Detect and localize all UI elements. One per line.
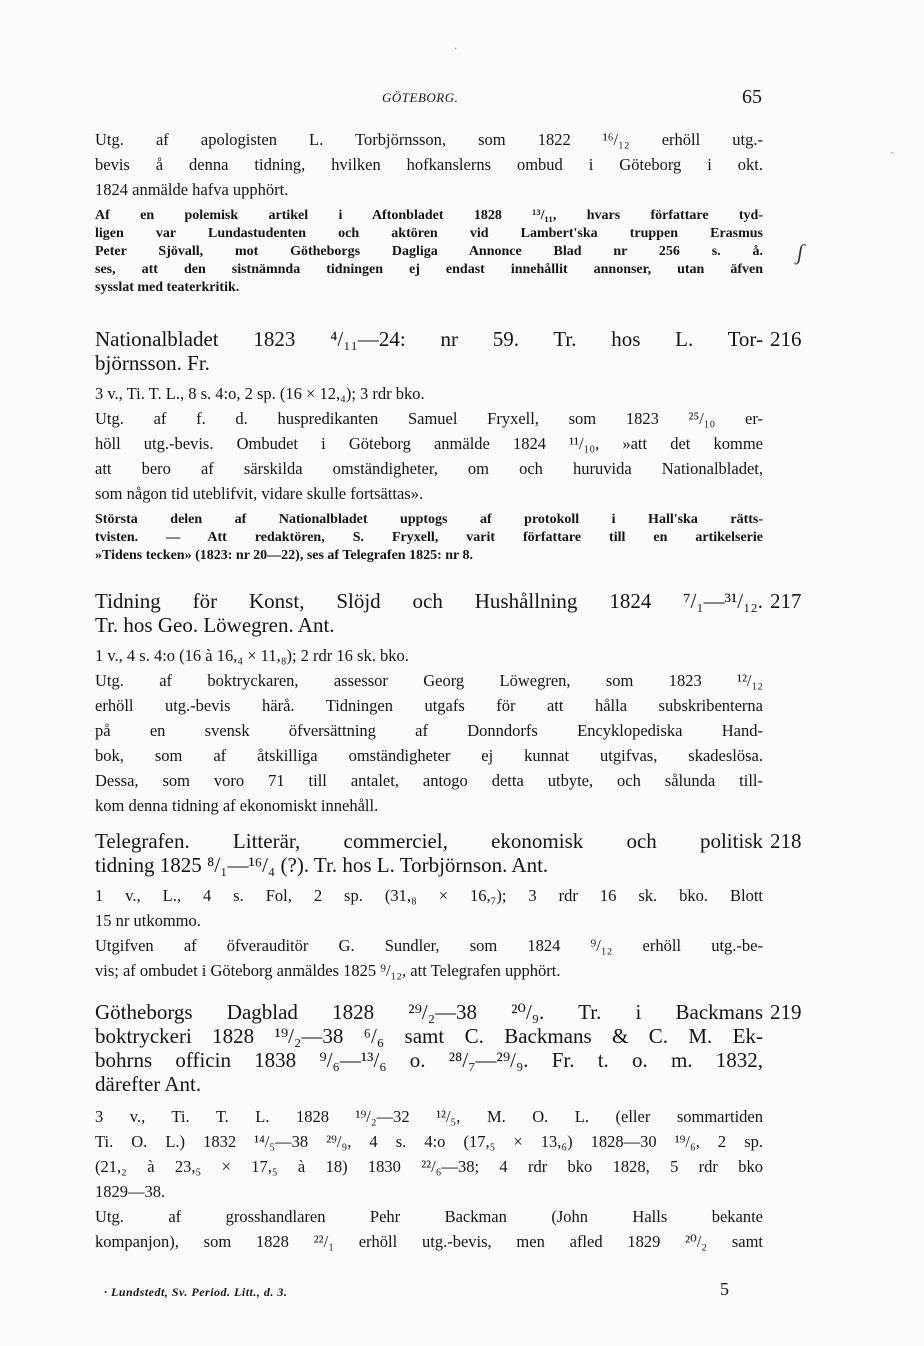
entry-body-line: kompanjon), som 1828 ²²/₁ erhöll utg.-bevis, men afled 1829 ²⁰/₂ samt xyxy=(95,1232,763,1251)
entry-body-line: 1 v., 4 s. 4:o (16 à 16,₄ × 11,₈); 2 rdr 16 sk. bko. xyxy=(95,646,409,665)
entry-body-line: 15 nr utkommo. xyxy=(95,911,201,930)
signature-mark: 5 xyxy=(720,1279,729,1299)
entry-body-line: Ti. O. L.) 1832 ¹⁴/₅—38 ²⁹/₉, 4 s. 4:o (17,₅ × 13,₆) 1828—30 ¹⁹/₆, 2 sp. xyxy=(95,1132,763,1151)
intro-note-line: Af en polemisk artikel i Aftonbladet 1828 ¹³/₁₁, hvars författare tyd- xyxy=(95,208,763,223)
page-number: 65 xyxy=(742,86,762,108)
entry-body-line: på en svensk öfversättning af Donndorfs Encyklopediska Hand- xyxy=(95,721,763,740)
entry-body-line: bok, som af åtskilliga omständigheter ej kunnat utgifvas, skadeslösa. xyxy=(95,746,763,765)
entry-body-line: Utg. af boktryckaren, assessor Georg Löwegren, som 1823 ¹²/₁₂ xyxy=(95,671,763,690)
entry-body-line: kom denna tidning af ekonomiskt innehåll. xyxy=(95,796,379,815)
entry-heading-line: tidning 1825 ⁸/₁—¹⁶/₄ (?). Tr. hos L. Torbjörnson. Ant. xyxy=(95,853,549,877)
top-dot: · xyxy=(454,44,458,55)
entry-body-line: (21,₂ à 23,₅ × 17,₅ à 18) 1830 ²²/₆—38; 4 rdr bko 1828, 5 rdr bko xyxy=(95,1157,763,1176)
entry-body-line: som någon tid uteblifvit, vidare skulle fortsättas». xyxy=(95,484,424,503)
entry-heading-line: Telegrafen. Litterär, commerciel, ekonomisk och politisk xyxy=(95,829,763,853)
entry-body-line: 3 v., Ti. T. L. 1828 ¹⁹/₂—32 ¹²/₅, M. O. L. (eller sommartiden xyxy=(95,1107,763,1126)
entry-body-line: Utg. af grosshandlaren Pehr Backman (John Halls bekante xyxy=(95,1207,763,1226)
entry-number: 219 xyxy=(770,1000,802,1024)
entry-heading-line: Götheborgs Dagblad 1828 ²⁹/₂—38 ²⁰/₉. Tr. i Backmans xyxy=(95,1000,763,1024)
entry-note-line: Största delen af Nationalbladet upptogs af protokoll i Hall'ska rätts- xyxy=(95,512,763,527)
entry-body-line: 1829—38. xyxy=(95,1182,166,1201)
intro-note-line: ligen var Lundastudenten och aktören vid Lambert'ska truppen Erasmus xyxy=(95,226,763,241)
entry-body-line: 3 v., Ti. T. L., 8 s. 4:o, 2 sp. (16 × 12,₄); 3 rdr bko. xyxy=(95,384,425,403)
entry-body-line: Utg. af f. d. huspredikanten Samuel Fryxell, som 1823 ²⁵/₁₀ er- xyxy=(95,409,763,428)
entry-body-line: Utgifven af öfverauditör G. Sundler, som 1824 ⁹/₁₂ erhöll utg.-be- xyxy=(95,936,763,955)
entry-heading-line: boktryckeri 1828 ¹⁹/₂—38 ⁶/₆ samt C. Backmans & C. M. Ek- xyxy=(95,1024,763,1048)
entry-heading-line: Tidning för Konst, Slöjd och Hushållning 1824 ⁷/₁—³¹/₁₂. xyxy=(95,589,763,613)
entry-heading-line: björnsson. Fr. xyxy=(95,351,210,375)
entry-note-line: »Tidens tecken» (1823: nr 20—22), ses af Telegrafen 1825: nr 8. xyxy=(95,548,473,563)
entry-heading-line: bohrns officin 1838 ⁹/₆—¹³/₆ o. ²⁸/₇—²⁹/₉. Fr. t. o. m. 1832, xyxy=(95,1048,763,1072)
intro-line: bevis å denna tidning, hvilken hofkanslerns ombud i Göteborg i okt. xyxy=(95,155,763,174)
intro-note-line: ses, att den sistnämnda tidningen ej endast innehållit annonser, utan äfven xyxy=(95,262,763,277)
entry-body-line: Dessa, som voro 71 till antalet, antogo detta utbyte, och sålunda till- xyxy=(95,771,763,790)
running-title: GÖTEBORG. xyxy=(382,90,459,105)
entry-number: 218 xyxy=(770,829,802,853)
entry-number: 217 xyxy=(770,589,802,613)
entry-body-line: erhöll utg.-bevis härå. Tidningen utgafs för att hålla subskribenterna xyxy=(95,696,763,715)
entry-heading-line: Nationalbladet 1823 ⁴/₁₁—24: nr 59. Tr. hos L. Tor- xyxy=(95,327,763,351)
entry-heading-line: Tr. hos Geo. Löwegren. Ant. xyxy=(95,613,335,637)
intro-note-line: Peter Sjövall, mot Götheborgs Dagliga Annonce Blad nr 256 s. å. xyxy=(95,244,763,259)
entry-note-line: tvisten. — Att redaktören, S. Fryxell, varit författare till en artikelserie xyxy=(95,530,763,545)
footer-citation: · Lundstedt, Sv. Period. Litt., d. 3. xyxy=(104,1285,288,1299)
margin-tick: ˏ xyxy=(890,140,895,155)
entry-body-line: 1 v., L., 4 s. Fol, 2 sp. (31,₈ × 16,₇); 3 rdr 16 sk. bko. Blott xyxy=(95,886,763,905)
intro-line: Utg. af apologisten L. Torbjörnsson, som 1822 ¹⁶/₁₂ erhöll utg.- xyxy=(95,130,763,149)
entry-body-line: vis; af ombudet i Göteborg anmäldes 1825 ⁹/₁₂, att Telegrafen upphört. xyxy=(95,961,561,980)
margin-s-mark: ʃ xyxy=(797,240,804,265)
entry-number: 216 xyxy=(770,327,802,351)
entry-heading-line: därefter Ant. xyxy=(95,1072,202,1096)
intro-line: 1824 anmälde hafva upphört. xyxy=(95,180,289,199)
entry-body-line: höll utg.-bevis. Ombudet i Göteborg anmälde 1824 ¹¹/₁₀, »att det komme xyxy=(95,434,763,453)
entry-body-line: att bero af särskilda omständigheter, om och huruvida Nationalbladet, xyxy=(95,459,763,478)
intro-note-line: sysslat med teaterkritik. xyxy=(95,280,240,295)
